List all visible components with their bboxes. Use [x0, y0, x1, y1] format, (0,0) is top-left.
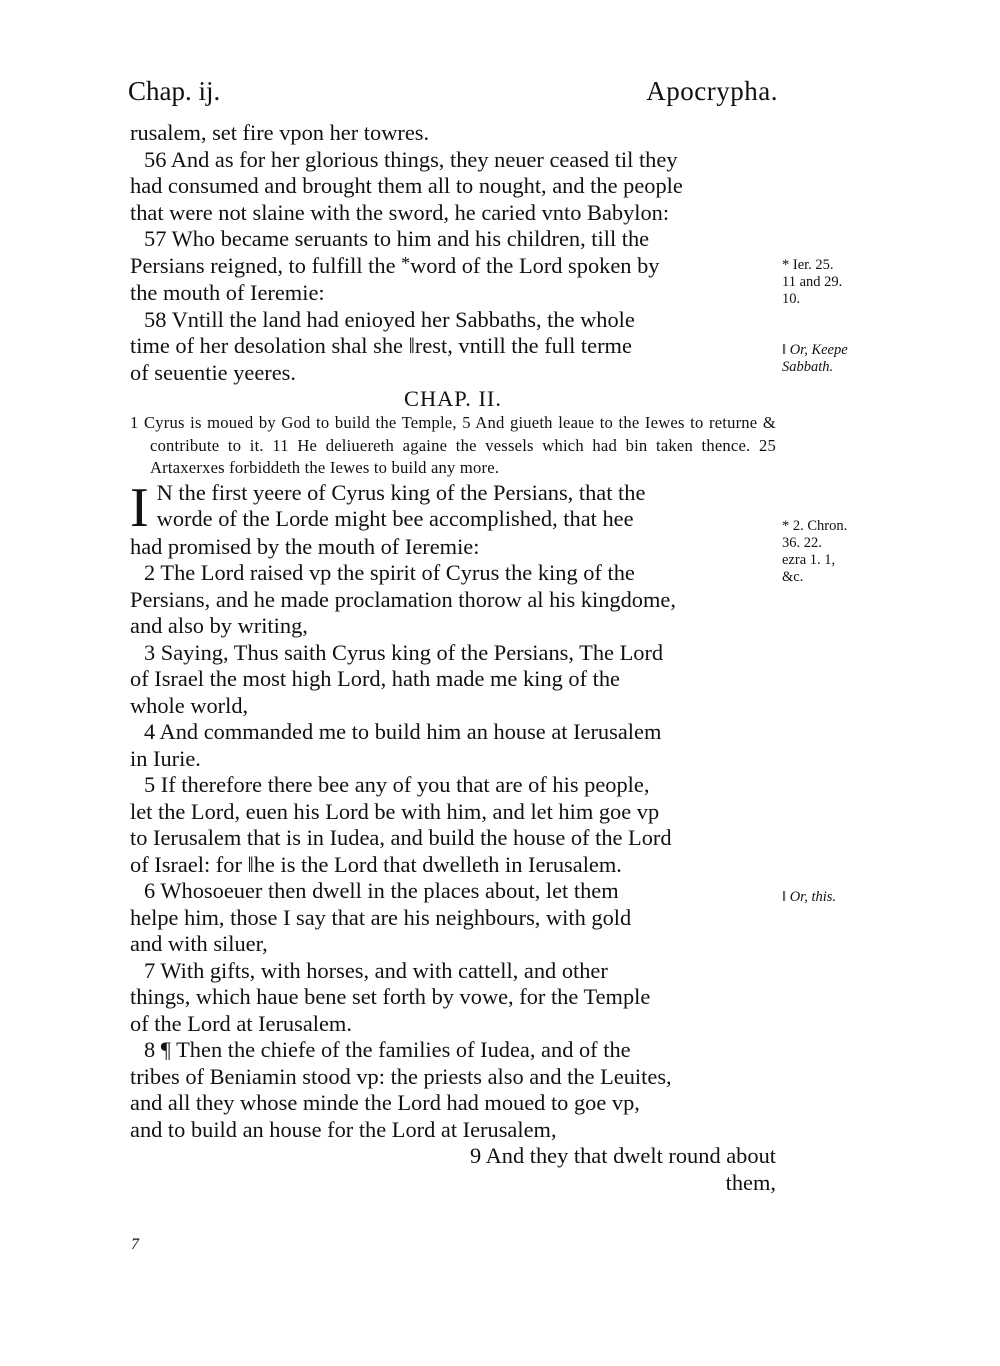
- text-line: that were not slaine with the sword, he caried vnto Babylon:: [130, 199, 670, 225]
- margin-note-sabbath: [782, 342, 892, 376]
- text-line: to Ierusalem that is in Iudea, and build the house of the Lord: [130, 825, 672, 850]
- text-line: had promised by the mouth of Ieremie:: [130, 533, 480, 559]
- text-line: of Israel the most high Lord, hath made me king of the: [130, 666, 620, 691]
- catchword: them,: [725, 1169, 776, 1195]
- text-fragment: time of her desolation shal she: [130, 333, 409, 358]
- text-line: and with siluer,: [130, 931, 268, 956]
- margin-note-jeremiah: [782, 257, 892, 308]
- text-line: 2 The Lord raised vp the spirit of Cyrus the king of the: [144, 560, 635, 585]
- chapter-heading: CHAP. II.: [404, 386, 502, 411]
- note-line: * 2. Chron.: [782, 518, 848, 534]
- main-text: [130, 120, 776, 1196]
- note-line: ‖ Or, Keepe: [782, 342, 848, 358]
- text-fragment: word of the Lord spoken by: [410, 252, 660, 278]
- text-fragment: Persians reigned, to fulfill the: [130, 252, 402, 278]
- note-line: 10.: [782, 291, 801, 307]
- text-fragment: he is the Lord that dwelleth in Ierusalem.: [253, 851, 622, 877]
- text-line: rusalem, set fire vpon her towres.: [130, 120, 430, 145]
- text-line: had consumed and brought them all to nought, and the people: [130, 173, 683, 198]
- text-line: whole world,: [130, 692, 249, 718]
- text-line: 3 Saying, Thus saith Cyrus king of the Persians, The Lord: [144, 639, 664, 665]
- text-line: of the Lord at Ierusalem.: [130, 1010, 352, 1036]
- signature-number: 7: [131, 1236, 139, 1253]
- note-line: * Ier. 25.: [782, 257, 834, 273]
- margin-note-chronicles: [782, 518, 892, 586]
- text-line: things, which haue bene set forth by vowe, for the Temple: [130, 984, 651, 1009]
- chapter-argument: 1 Cyrus is moued by God to build the Temple, 5 And giueth leaue to the Iewes to returne & contribute to it. 11 He deliuereth againe the vessels which had bin taken thence. 25 Artaxerxes forbiddeth the Iewes to build any more.: [130, 413, 776, 477]
- text-line: 7 With gifts, with horses, and with cattell, and other: [144, 957, 608, 983]
- text-line: of seuentie yeeres.: [130, 359, 296, 385]
- text-line: 6 Whosoeuer then dwell in the places about, let them: [144, 878, 619, 903]
- note-line: ‖ Or, this.: [782, 889, 837, 905]
- text-line: helpe him, those I say that are his neighbours, with gold: [130, 904, 632, 930]
- text-line: 56 And as for her glorious things, they neuer ceased til they: [144, 146, 678, 172]
- drop-cap: I: [130, 476, 149, 539]
- text-line: the mouth of Ieremie:: [130, 280, 325, 305]
- text-fragment: rest, vntill the full terme: [414, 333, 632, 358]
- parallel-marker: ‖: [408, 333, 415, 358]
- note-line: 11 and 29.: [782, 274, 843, 290]
- note-line: &c.: [782, 569, 804, 585]
- text-line: [130, 253, 776, 281]
- text-line: Persians, and he made proclamation thorow al his kingdome,: [130, 586, 676, 612]
- catchword-line: 9 And they that dwelt round about: [470, 1143, 776, 1168]
- text-line: 8 ¶ Then the chiefe of the families of Iudea, and of the: [144, 1037, 631, 1062]
- note-line: 36. 22.: [782, 535, 822, 551]
- parallel-marker: ‖: [247, 851, 254, 877]
- text-line: 58 Vntill the land had enioyed her Sabbaths, the whole: [144, 306, 635, 332]
- margin-note-this: [782, 889, 892, 906]
- text-line: in Iurie.: [130, 745, 201, 771]
- text-line: 5 If therefore there bee any of you that are of his people,: [144, 772, 650, 797]
- text-fragment: of Israel: for: [130, 851, 248, 877]
- text-line: 57 Who became seruants to him and his children, till the: [144, 226, 650, 251]
- text-line: and to build an house for the Lord at Ierusalem,: [130, 1116, 557, 1142]
- note-line: ezra 1. 1,: [782, 552, 836, 568]
- asterisk-marker: *: [401, 252, 411, 273]
- verse-1: [130, 476, 776, 561]
- text-line: and all they whose minde the Lord had moued to goe vp,: [130, 1090, 640, 1115]
- text-line: let the Lord, euen his Lord be with him, and let him goe vp: [130, 798, 660, 824]
- book-title: Apocrypha.: [646, 76, 778, 106]
- text-line: and also by writing,: [130, 613, 308, 638]
- chapter-label: Chap. ij.: [128, 76, 221, 106]
- note-line: Sabbath.: [782, 359, 834, 375]
- text-line: tribes of Beniamin stood vp: the priests also and the Leuites,: [130, 1063, 672, 1089]
- text-line: N the first yeere of Cyrus king of the Persians, that the: [156, 479, 646, 505]
- text-line: worde of the Lorde might bee accomplished, that hee: [156, 506, 634, 531]
- text-line: 4 And commanded me to build him an house at Ierusalem: [144, 719, 662, 744]
- text-line: [130, 333, 776, 360]
- text-line: [130, 852, 776, 879]
- running-head: [128, 76, 778, 110]
